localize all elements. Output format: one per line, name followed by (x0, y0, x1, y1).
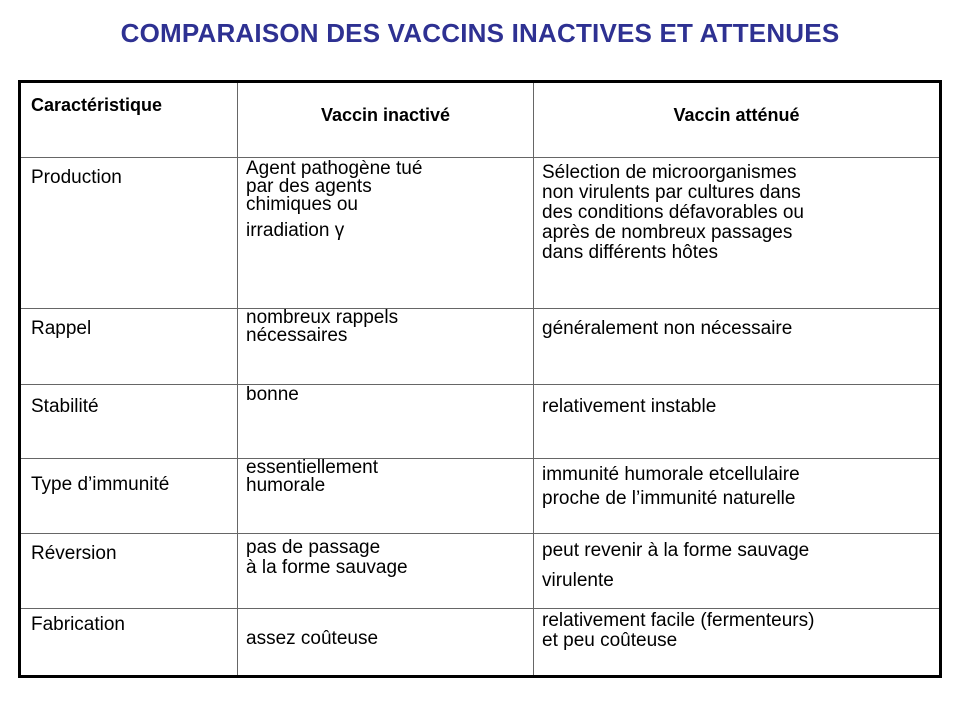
table-row (21, 308, 939, 384)
header-attenuated-vaccine: Vaccin atténué (673, 105, 800, 125)
cell-line: proche de l’immunité naturelle (542, 488, 796, 509)
cell-line: généralement non nécessaire (542, 318, 793, 339)
cell-line: chimiques ou (246, 194, 358, 215)
attenuated-cell (534, 385, 939, 458)
row-label: Stabilité (21, 385, 238, 458)
cell-line: virulente (542, 570, 614, 591)
cell-line: par des agents (246, 176, 372, 197)
attenuated-cell (534, 158, 939, 308)
table-row (21, 608, 939, 675)
cell-line: des conditions défavorables ou (542, 202, 804, 223)
inactivated-cell (238, 459, 534, 533)
cell-line: essentiellement (246, 457, 379, 478)
cell-line: nombreux rappels (246, 307, 399, 328)
comparison-table (18, 80, 942, 678)
cell-line: relativement instable (542, 396, 717, 417)
inactivated-cell (238, 309, 534, 384)
row-label: Fabrication (21, 609, 238, 675)
page-title: COMPARAISON DES VACCINS INACTIVES ET ATTENUES (120, 18, 840, 48)
table-row (21, 458, 939, 533)
header-inactivated-vaccine: Vaccin inactivé (238, 83, 534, 157)
cell-line: Sélection de microorganismes (542, 162, 797, 183)
cell-line: après de nombreux passages (542, 222, 793, 243)
table-row (21, 157, 939, 308)
cell-line: à la forme sauvage (246, 557, 408, 578)
cell-line: assez coûteuse (246, 628, 379, 649)
inactivated-cell (238, 158, 534, 308)
row-label: Type d’immunité (21, 459, 238, 533)
cell-line: relativement facile (fermenteurs) (542, 610, 815, 631)
cell-line: non virulents par cultures dans (542, 182, 801, 203)
table-row (21, 384, 939, 458)
row-label: Production (21, 158, 238, 308)
attenuated-cell (534, 534, 939, 608)
cell-line: peut revenir à la forme sauvage (542, 540, 810, 561)
cell-line: nécessaires (246, 325, 348, 346)
cell-line: pas de passage (246, 537, 381, 558)
cell-line: humorale (246, 475, 326, 496)
cell-line: irradiation γ (246, 220, 345, 241)
row-label: Réversion (21, 534, 238, 608)
attenuated-cell (534, 609, 939, 675)
table-row (21, 533, 939, 608)
inactivated-cell (238, 534, 534, 608)
cell-line: dans différents hôtes (542, 242, 719, 263)
cell-line: bonne (246, 384, 299, 405)
header-characteristic: Caractéristique (21, 83, 238, 157)
attenuated-cell (534, 309, 939, 384)
cell-line: immunité humorale etcellulaire (542, 464, 800, 485)
cell-line: Agent pathogène tué (246, 158, 423, 179)
row-label: Rappel (21, 309, 238, 384)
inactivated-cell (238, 609, 534, 675)
table-header-row (21, 83, 939, 157)
cell-line: et peu coûteuse (542, 630, 678, 651)
attenuated-cell (534, 459, 939, 533)
inactivated-cell (238, 385, 534, 458)
